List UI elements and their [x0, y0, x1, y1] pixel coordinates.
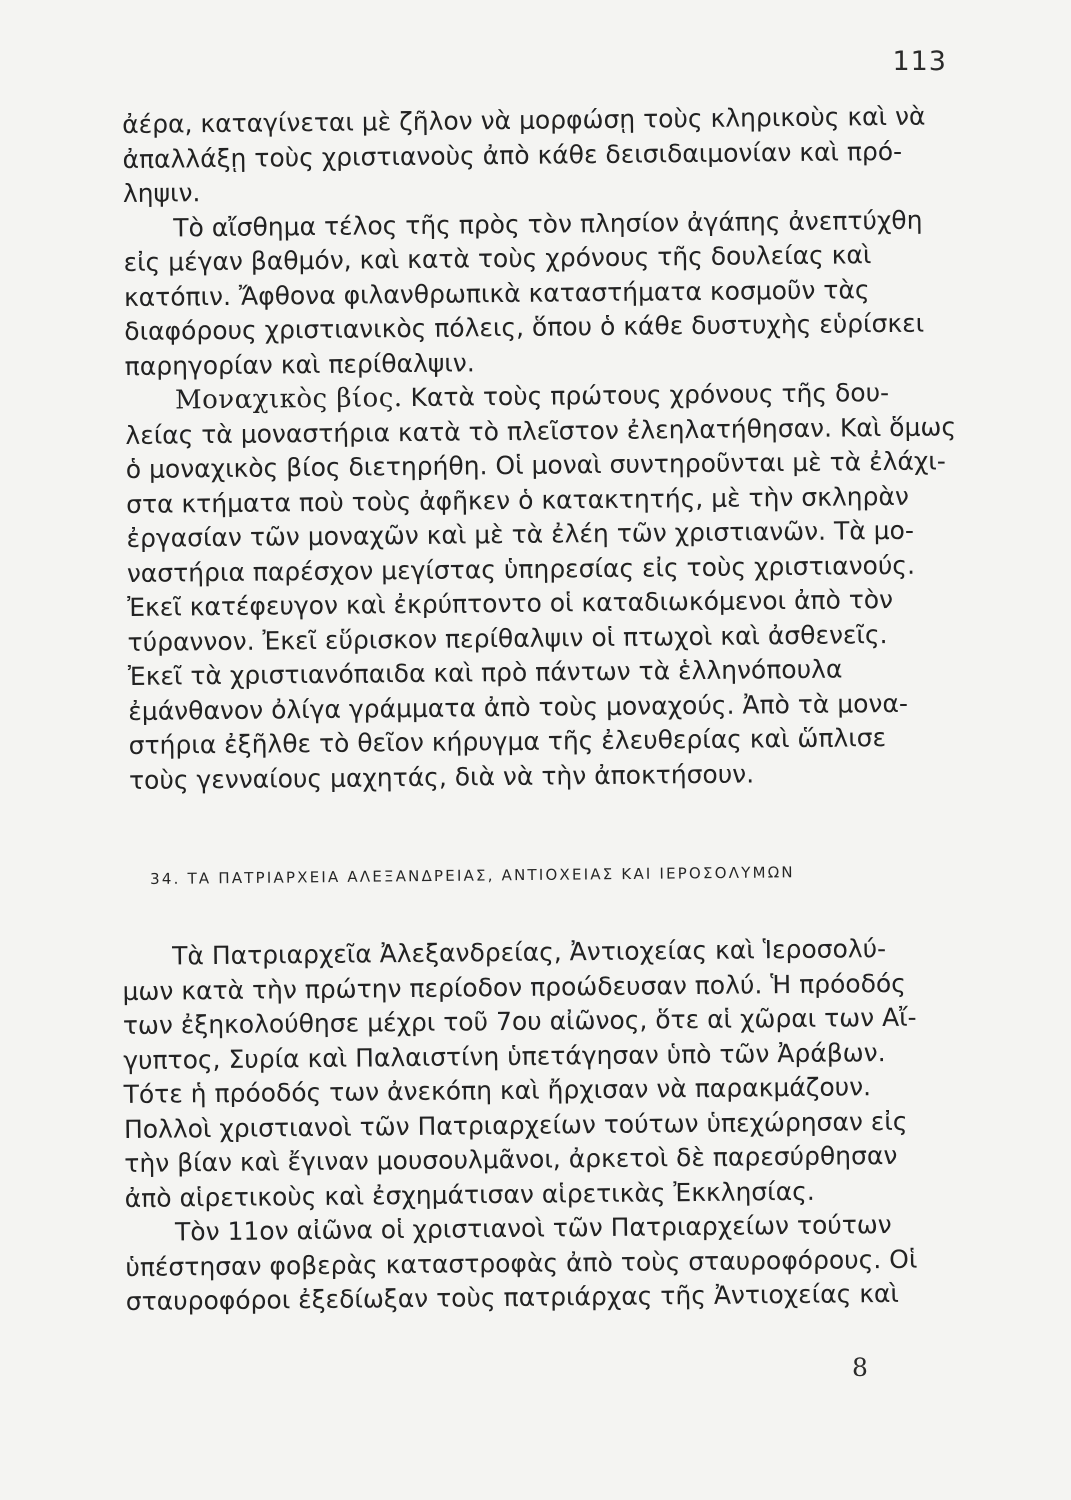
- paragraph-5: [125, 1207, 961, 1319]
- text-line: Τὰ Πατριαρχεῖα Ἀλεξανδρείας, Ἀντιοχείας καὶ Ἱεροσολύ-: [172, 933, 887, 971]
- text-block-upper: [122, 99, 964, 798]
- text-line: Ἐκεῖ τὰ χριστιανόπαιδα καὶ πρὸ πάντων τὰ ἑλληνόπουλα: [127, 654, 843, 691]
- text-line: ναστήρια παρέσχον μεγίστας ὑπηρεσίας εἰς τοὺς χριστιανούς.: [126, 550, 916, 588]
- text-line: τὴν βίαν καὶ ἔγιναν μουσουλμᾶνοι, ἀρκετοὶ δὲ παρεσύρθησαν: [124, 1140, 898, 1178]
- text-line: ληψιν.: [122, 178, 201, 208]
- text-line: τοὺς γενναίους μαχητάς, διὰ νὰ τὴν ἀποκτήσουν.: [128, 758, 755, 795]
- text-line: Τὸ αἴσθημα τέλος τῆς πρὸς τὸν πλησίον ἀγάπης ἀνεπτύχθη: [173, 205, 923, 242]
- text-line: σταυροφόροι ἐξεδίωξαν τοὺς πατριάρχας τῆς Ἀντιοχείας καὶ: [125, 1278, 900, 1316]
- text-line: Ἐκεῖ κατέφευγον καὶ ἐκρύπτοντο οἱ καταδιωκόμενοι ἀπὸ τὸν: [127, 584, 894, 622]
- text-line: των ἐξηκολούθησε μέχρι τοῦ 7ου αἰῶνος, ὅτε αἱ χῶραι των Αἴ-: [122, 1002, 917, 1040]
- text-line: μων κατὰ τὴν πρώτην περίοδον προώδευσαν πολύ. Ἡ πρόοδός: [122, 968, 907, 1006]
- text-line: Πολλοὶ χριστιανοὶ τῶν Πατριαρχείων τούτων ὑπεχώρησαν εἰς: [123, 1106, 908, 1144]
- text-line: διαφόρους χριστιανικὸς πόλεις, ὅπου ὁ κάθε δυστυχὴς εὑρίσκει: [124, 308, 925, 346]
- text-line: στα κτήματα ποὺ τοὺς ἀφῆκεν ὁ κατακτητής, μὲ τὴν σκληρὰν: [125, 481, 910, 519]
- monastic-life-heading: Μοναχικὸς βίος.: [174, 383, 403, 416]
- text-line: κατόπιν. Ἄφθονα φιλανθρωπικὰ καταστήματα κοσμοῦν τὰς: [123, 274, 870, 312]
- signature-mark: 8: [852, 1353, 868, 1382]
- page-number: 113: [892, 46, 947, 77]
- text-line: ὑπέστησαν φοβερὰς καταστροφὰς ἀπὸ τοὺς σταυροφόρους. Οἱ: [125, 1244, 918, 1282]
- text-line: ἐμάνθανον ὀλίγα γράμματα ἀπὸ τοὺς μοναχούς. Ἀπὸ τὰ μονα-: [128, 688, 909, 726]
- text-line: Τότε ἡ πρόοδός των ἀνεκόπη καὶ ἤρχισαν νὰ παρακμάζουν.: [123, 1072, 872, 1109]
- text-line: γυπτος, Συρία καὶ Παλαιστίνη ὑπετάγησαν ὑπὸ τῶν Ἀράβων.: [123, 1037, 886, 1075]
- text-line: ἀέρα, καταγίνεται μὲ ζῆλον νὰ μορφώσῃ τοὺς κληρικοὺς καὶ νὰ: [122, 101, 926, 139]
- paragraph-1: [122, 99, 958, 211]
- text-line: ἀπαλλάξῃ τοὺς χριστιανοὺς ἀπὸ κάθε δεισιδαιμονίαν καὶ πρό-: [122, 136, 903, 174]
- text-line: Τὸν 11ον αἰῶνα οἱ χριστιανοὶ τῶν Πατριαρχείων τούτων: [174, 1209, 892, 1247]
- text-line: ὁ μοναχικὸς βίος διετηρήθη. Οἱ μοναὶ συντηροῦνται μὲ τὰ ἐλάχι-: [125, 446, 946, 484]
- text-line: παρηγορίαν καὶ περίθαλψιν.: [124, 347, 475, 381]
- paragraph-3: [125, 375, 964, 798]
- text-line: ἐργασίαν τῶν μοναχῶν καὶ μὲ τὰ ἐλέη τῶν χριστιανῶν. Τὰ μο-: [126, 515, 915, 553]
- text-line: ἀπὸ αἱρετικοὺς καὶ ἐσχημάτισαν αἱρετικὰς Ἐκκλησίας.: [124, 1176, 815, 1213]
- text-line-rest: Κατὰ τοὺς πρώτους χρόνους τῆς δου-: [402, 377, 890, 413]
- text-line: στήρια ἐξῆλθε τὸ θεῖον κήρυγμα τῆς ἐλευθερίας καὶ ὥπλισε: [128, 723, 887, 760]
- paragraph-2: [123, 203, 960, 384]
- text-line: τύραννον. Ἐκεῖ εὕρισκον περίθαλψιν οἱ πτωχοὶ καὶ ἀσθενεῖς.: [127, 619, 888, 657]
- paragraph-4: [122, 931, 960, 1216]
- text-block-lower: [122, 931, 961, 1319]
- text-line: εἰς μέγαν βαθμόν, καὶ κατὰ τοὺς χρόνους τῆς δουλείας καὶ: [123, 240, 872, 277]
- text-line: λείας τὰ μοναστήρια κατὰ τὸ πλεῖστον ἐλεηλατήθησαν. Καὶ ὅμως: [125, 411, 957, 450]
- section-heading: 34. ΤΑ ΠΑΤΡΙΑΡΧΕΙΑ ΑΛΕΞΑΝΔΡΕΙΑΣ, ΑΝΤΙΟΧΕΙΑΣ ΚΑΙ ΙΕΡΟΣΟΛΥΜΩΝ: [150, 863, 795, 888]
